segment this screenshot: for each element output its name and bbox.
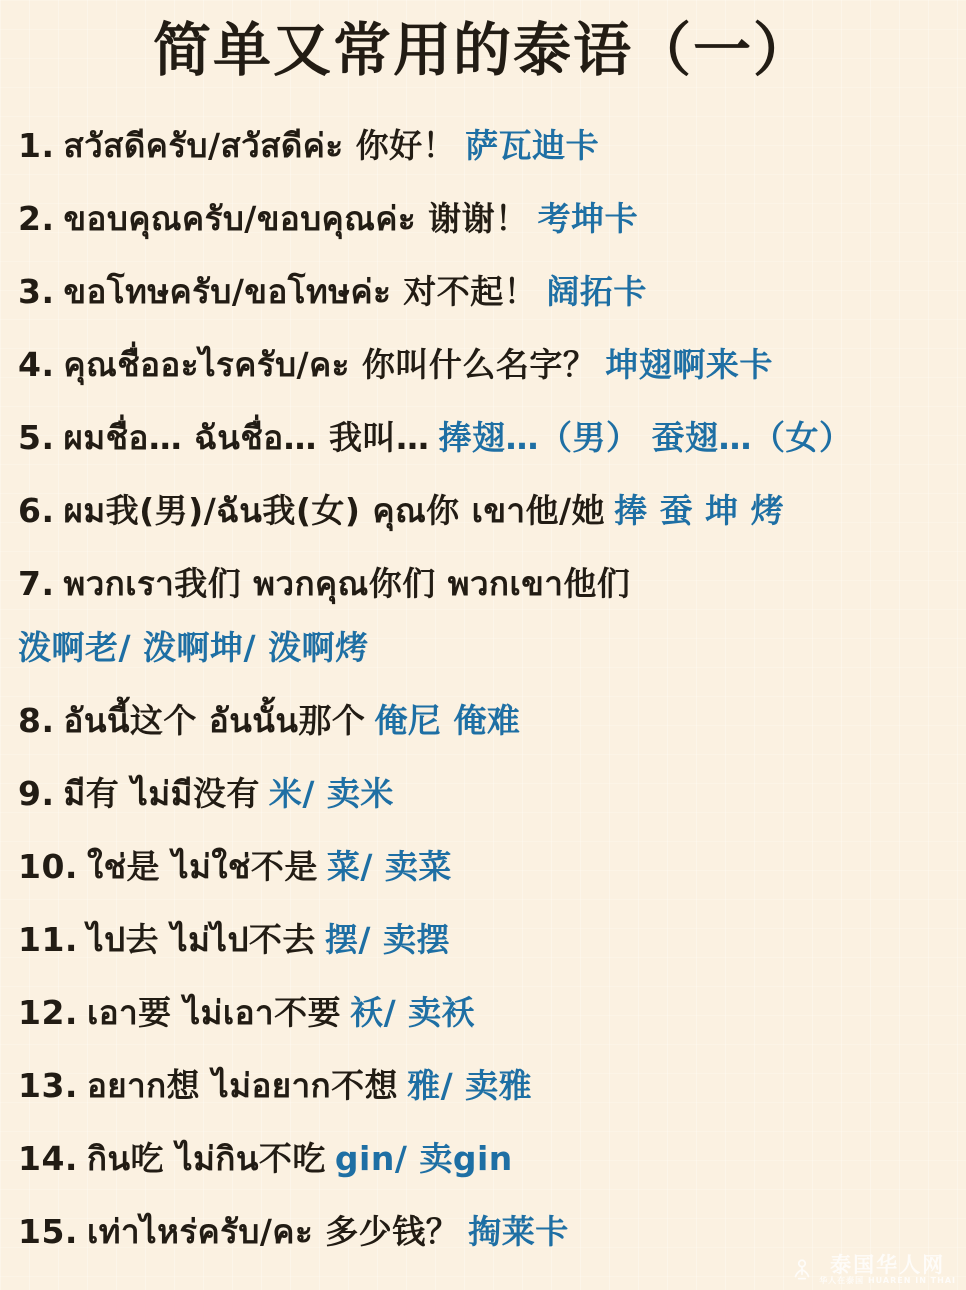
item-number: 12. <box>18 993 78 1032</box>
thai-chinese-text: มี有 ไม่มี没有 <box>63 774 260 813</box>
item-number: 9. <box>18 774 55 813</box>
item-number: 8. <box>18 701 55 740</box>
thai-chinese-text: ผม我(男)/ฉัน我(女) คุณ你 เขา他/她 <box>63 491 606 530</box>
thai-chinese-text: อันนี้这个 อันนั้น那个 <box>63 701 366 740</box>
phonetic-text: 俺尼 俺难 <box>374 701 521 740</box>
thai-chinese-text: คุณชื่ออะไรครับ/คะ 你叫什么名字？ <box>63 345 597 384</box>
phonetic-text: gin/ 卖gin <box>334 1139 513 1178</box>
thai-chinese-text: สวัสดีครับ/สวัสดีค่ะ 你好！ <box>63 126 457 165</box>
phonetic-text: 萨瓦迪卡 <box>465 126 600 165</box>
phrase-item-8 <box>18 689 952 753</box>
item-number: 14. <box>18 1139 78 1178</box>
phrase-item-2 <box>18 187 952 251</box>
phonetic-text: 掏莱卡 <box>468 1212 569 1251</box>
watermark-title: 泰国华人网 <box>830 1253 946 1277</box>
thai-chinese-text: อยาก想 ไม่อยาก不想 <box>86 1066 399 1105</box>
thai-huaren-logo-icon <box>789 1257 815 1283</box>
phrase-item-12 <box>18 981 952 1045</box>
thai-chinese-text: เอา要 ไม่เอา不要 <box>86 993 342 1032</box>
thai-chinese-text: กิน吃 ไม่กิน不吃 <box>86 1139 326 1178</box>
item-number: 13. <box>18 1066 78 1105</box>
item-number: 11. <box>18 920 78 959</box>
item-number: 3. <box>18 272 55 311</box>
thai-chinese-text: ไป去 ไม่ไป不去 <box>86 920 316 959</box>
item-number: 15. <box>18 1212 78 1251</box>
phonetic-text: 摆/ 卖摆 <box>324 920 450 959</box>
watermark <box>789 1254 956 1286</box>
phonetic-text: 考坤卡 <box>537 199 639 238</box>
phonetic-text: 雅/ 卖雅 <box>407 1066 533 1105</box>
thai-chinese-text: ขอบคุณครับ/ขอบคุณค่ะ 谢谢！ <box>63 199 529 238</box>
item-number: 4. <box>18 345 55 384</box>
phrase-item-7 <box>18 552 952 680</box>
phonetic-text: 泼啊老/ 泼啊坤/ 泼啊烤 <box>18 628 369 667</box>
thai-chinese-text: ขอโทษครับ/ขอโทษค่ะ 对不起！ <box>63 272 538 311</box>
item-number: 2. <box>18 199 55 238</box>
thai-chinese-text: พวกเรา我们 พวกคุณ你们 พวกเขา他们 <box>63 564 631 603</box>
thai-chinese-text: ใช่是 ไม่ใช่不是 <box>86 847 318 886</box>
phonetic-text: 捧 蚕 坤 烤 <box>614 491 785 530</box>
page-title: 简单又常用的泰语（一） <box>152 16 813 84</box>
phrase-item-13 <box>18 1054 952 1118</box>
phonetic-text: 坤翅啊来卡 <box>605 345 773 384</box>
phrase-item-1 <box>18 114 952 178</box>
item-number: 6. <box>18 491 55 530</box>
item-number: 1. <box>18 126 55 165</box>
phonetic-text: 捧翅…（男） 蚕翅…（女） <box>438 418 853 457</box>
item-number: 5. <box>18 418 55 457</box>
phrase-item-10 <box>18 835 952 899</box>
phrase-item-3 <box>18 260 952 324</box>
item-number: 10. <box>18 847 78 886</box>
phrase-item-6 <box>18 479 952 543</box>
thai-chinese-text: เท่าไหร่ครับ/คะ 多少钱？ <box>86 1212 460 1251</box>
watermark-texts <box>819 1254 956 1286</box>
phrase-item-14 <box>18 1127 952 1191</box>
phonetic-text: 袄/ 卖袄 <box>350 993 476 1032</box>
phrase-item-9 <box>18 762 952 826</box>
item-number: 7. <box>18 564 55 603</box>
phonetic-text: 阔拓卡 <box>546 272 647 311</box>
phrase-item-5 <box>18 406 952 470</box>
watermark-subtitle: 华人在泰国 HUAREN IN THAI <box>819 1276 956 1285</box>
phonetic-text: 米/ 卖米 <box>268 774 394 813</box>
phrase-item-11 <box>18 908 952 972</box>
phrase-list <box>0 114 966 1264</box>
thai-chinese-text: ผมชื่อ… ฉันชื่อ… 我叫… <box>63 418 430 457</box>
phonetic-text: 菜/ 卖菜 <box>326 847 452 886</box>
phrase-item-4 <box>18 333 952 397</box>
